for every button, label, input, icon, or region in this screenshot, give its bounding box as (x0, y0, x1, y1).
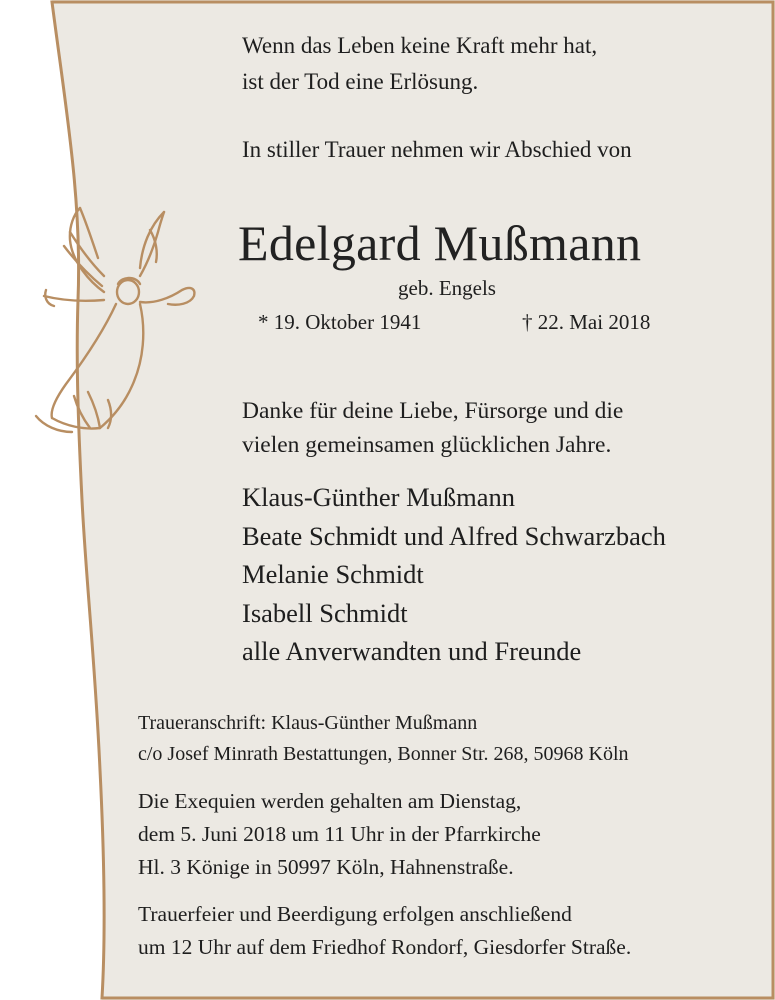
mourning-address (138, 708, 629, 770)
funeral-service-info (138, 785, 541, 884)
thanks-line: Danke für deine Liebe, Fürsorge und die (242, 398, 624, 424)
thanks-line: vielen gemeinsamen glücklichen Jahre. (242, 432, 612, 458)
birth-date: * 19. Oktober 1941 (258, 310, 422, 334)
mourner-name: Klaus-Günther Mußmann (242, 482, 516, 512)
intro-line: In stiller Trauer nehmen wir Abschied von (242, 137, 632, 162)
address-line: Traueranschrift: Klaus-Günther Mußmann (138, 712, 478, 734)
death-date: † 22. Mai 2018 (522, 310, 651, 334)
deceased-name: Edelgard Mußmann (238, 215, 642, 271)
burial-line: um 12 Uhr auf dem Friedhof Rondorf, Giesdorfer Straße. (138, 935, 632, 959)
service-line: Die Exequien werden gehalten am Dienstag, (138, 789, 522, 813)
mourner-name: Melanie Schmidt (242, 559, 424, 589)
service-line: dem 5. Juni 2018 um 11 Uhr in der Pfarrkirche (138, 822, 541, 846)
verse-line: Wenn das Leben keine Kraft mehr hat, (242, 33, 598, 58)
opening-verse (242, 28, 597, 100)
verse-line: ist der Tod eine Erlösung. (242, 69, 479, 94)
mourner-name: Beate Schmidt und Alfred Schwarzbach (242, 520, 666, 551)
thanks-text (242, 394, 623, 462)
burial-line: Trauerfeier und Beerdigung erfolgen anschließend (138, 902, 572, 926)
mourner-name: Isabell Schmidt (242, 597, 408, 628)
maiden-name: geb. Engels (398, 276, 496, 300)
address-line: c/o Josef Minrath Bestattungen, Bonner Str. 268, 50968 Köln (138, 743, 629, 765)
mourner-name: alle Anverwandten und Freunde (242, 636, 582, 666)
service-line: Hl. 3 Könige in 50997 Köln, Hahnenstraße. (138, 855, 514, 879)
burial-info (138, 898, 631, 964)
mourners-list (242, 478, 666, 671)
